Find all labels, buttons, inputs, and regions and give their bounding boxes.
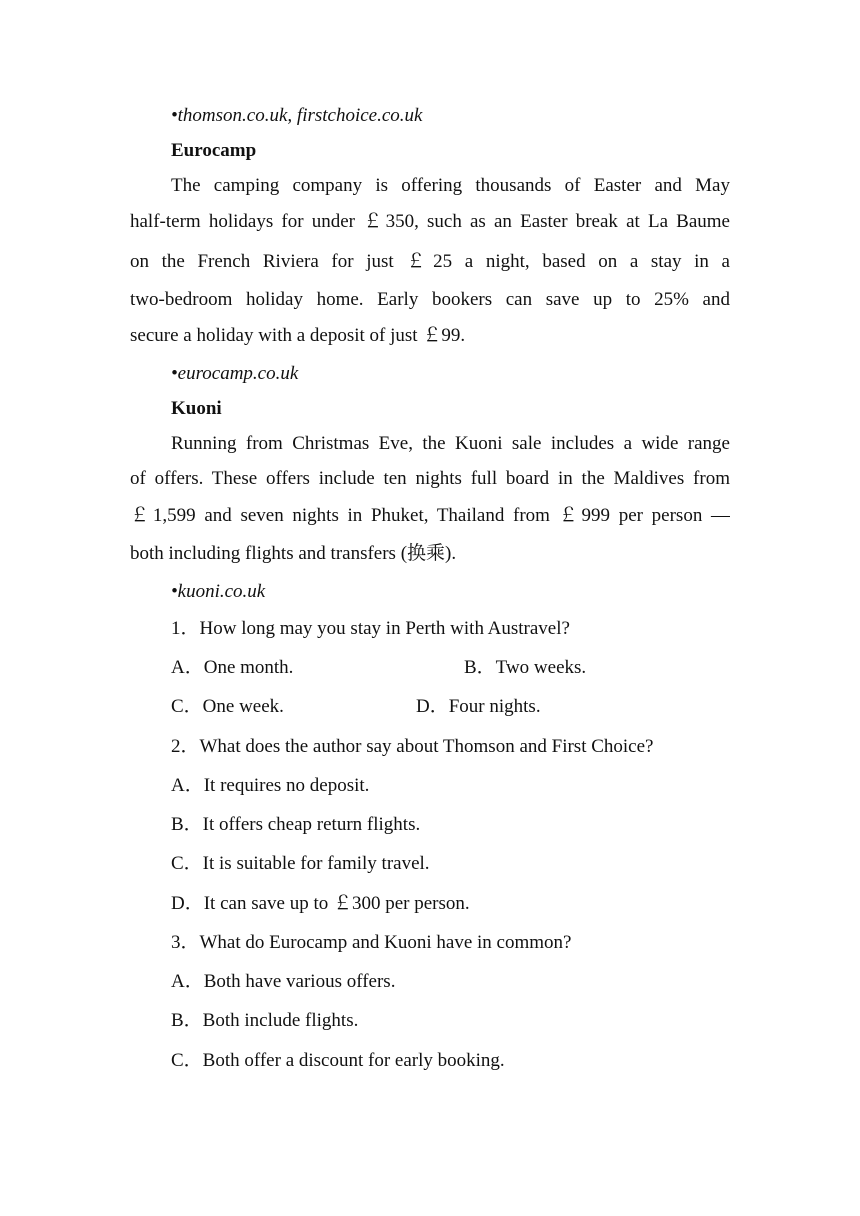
answer-option: A．It requires no deposit. [171,775,370,796]
eurocamp-text-line: secure a holiday with a deposit of just ￡99. [130,325,466,346]
question-stem: 1．How long may you stay in Perth with Austravel? [171,618,570,639]
kuoni-text-line: both including flights and transfers (换乘). [130,543,457,564]
kuoni-link: •kuoni.co.uk [171,581,266,602]
question-stem: 3．What do Eurocamp and Kuoni have in common? [171,932,572,953]
kuoni-text-line: Running from Christmas Eve, the Kuoni sale includes a wide range [171,433,730,454]
answer-option: B．Both include flights. [171,1010,359,1031]
answer-option: A．Both have various offers. [171,971,396,992]
answer-option: D．Four nights. [416,696,541,717]
eurocamp-text-line: half-term holidays for under ￡350, such as an Easter break at La Baume [130,211,730,232]
question-stem: 2．What does the author say about Thomson and First Choice? [171,736,654,757]
eurocamp-text-line: two-bedroom holiday home. Early bookers can save up to 25% and [130,289,730,310]
answer-option: A．One month. [171,657,294,678]
answer-option: C．It is suitable for family travel. [171,853,430,874]
answer-option: C．Both offer a discount for early booking. [171,1050,505,1071]
eurocamp-text-line: The camping company is offering thousands of Easter and May [171,175,730,196]
kuoni-text-line: ￡1,599 and seven nights in Phuket, Thailand from ￡999 per person — [130,505,730,526]
answer-option-row [171,656,730,680]
answer-option: B．It offers cheap return flights. [171,814,421,835]
eurocamp-link: •eurocamp.co.uk [171,363,299,384]
eurocamp-text-line: on the French Riviera for just ￡25 a night, based on a stay in a [130,251,730,272]
kuoni-text-line: of offers. These offers include ten nights full board in the Maldives from [130,468,730,489]
kuoni-heading: Kuoni [171,398,222,419]
eurocamp-heading: Eurocamp [171,140,257,161]
thomson-links: •thomson.co.uk, firstchoice.co.uk [171,105,423,126]
answer-option: C．One week. [171,696,284,717]
answer-option: B．Two weeks. [464,657,587,678]
answer-option: D．It can save up to ￡300 per person. [171,893,470,914]
